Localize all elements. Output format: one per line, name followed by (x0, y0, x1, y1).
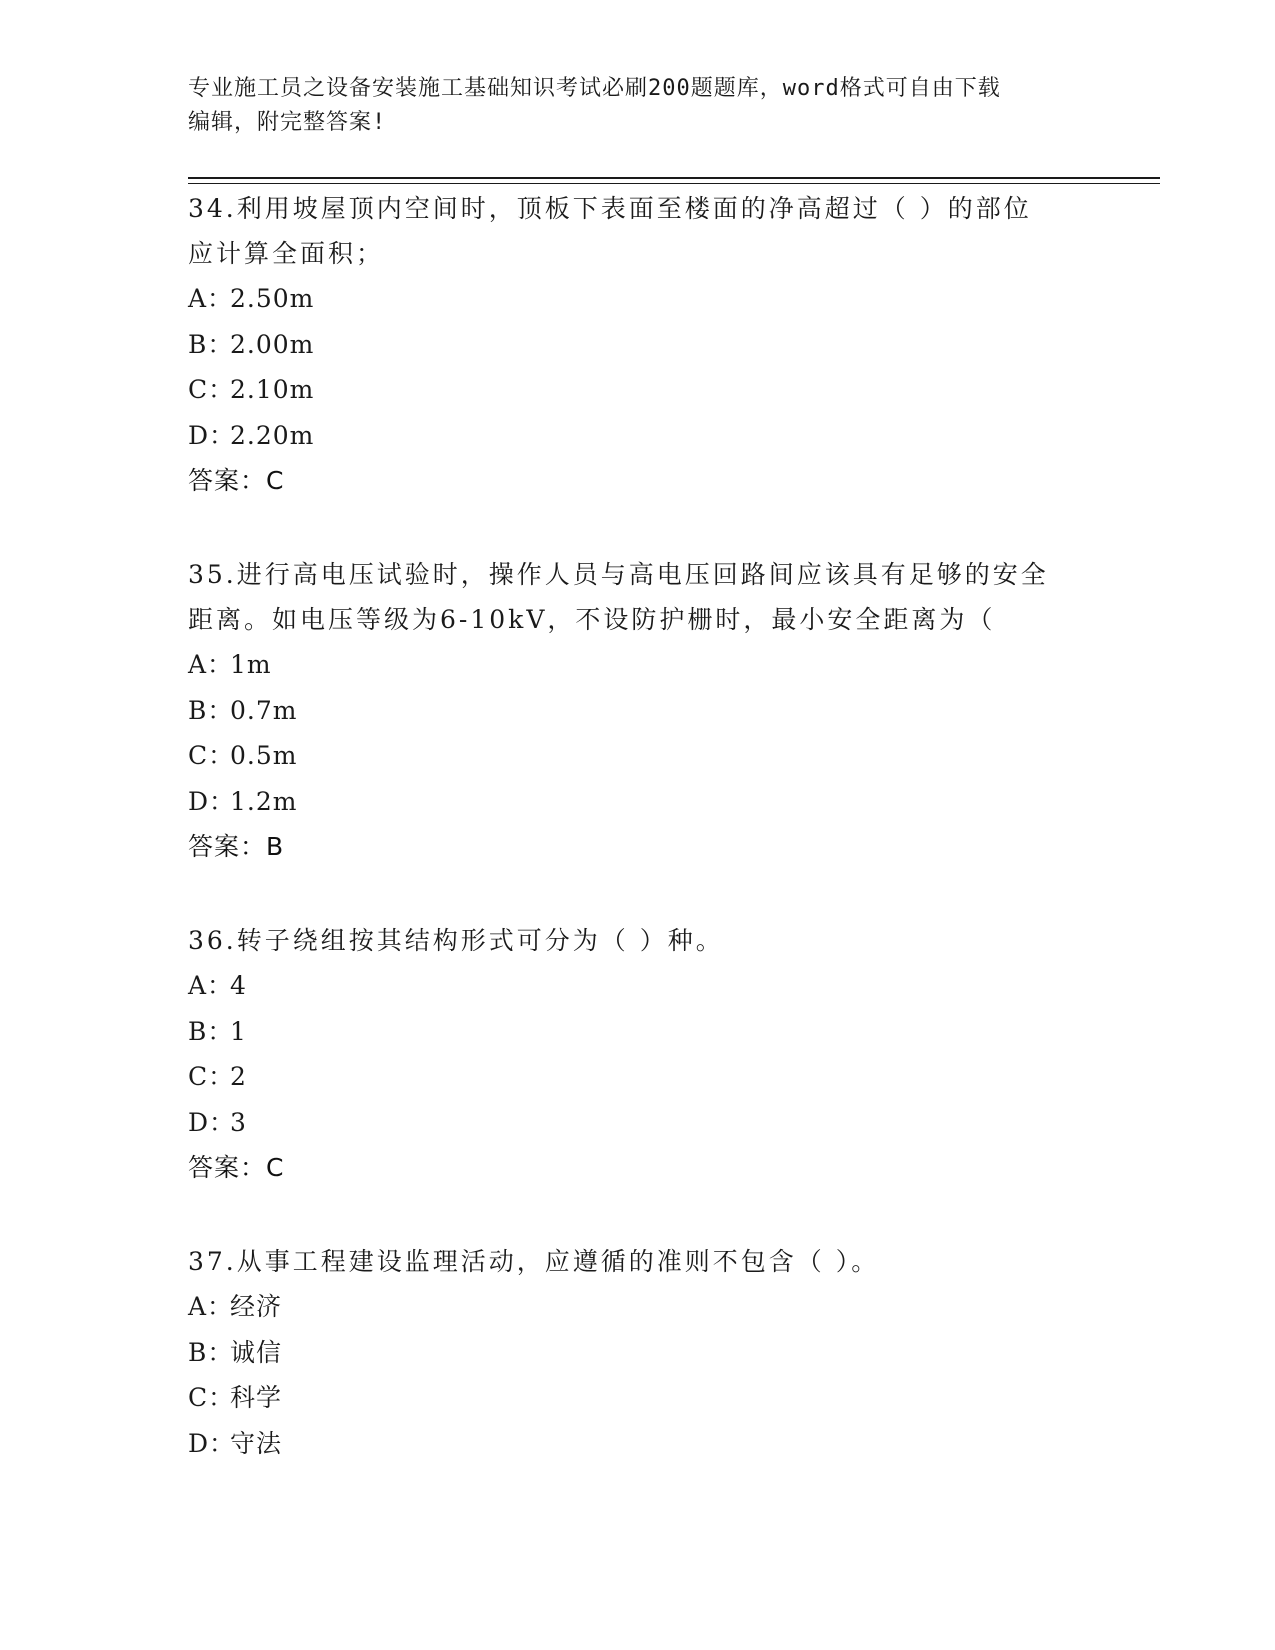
option-a (188, 963, 1088, 1009)
option-a (188, 276, 1088, 322)
question-35 (188, 552, 1088, 869)
option-b (188, 1009, 1088, 1055)
option-key: B： (188, 329, 234, 359)
option-c (188, 1375, 1088, 1421)
option-text: 守法 (230, 1428, 283, 1458)
option-key: A： (188, 650, 234, 679)
option-d (188, 413, 1088, 459)
option-key: B： (188, 695, 234, 725)
option-key: A： (188, 284, 234, 313)
option-b (188, 688, 1088, 734)
option-text: 经济 (230, 1292, 283, 1321)
option-a (188, 642, 1088, 688)
option-b (188, 322, 1088, 368)
question-stem-line-2: 距离。如电压等级为6-10kV，不设防护栅时，最小安全距离为（ (188, 605, 996, 634)
option-text: 0.5m (230, 741, 298, 770)
question-stem-line-1: 34.利用坡屋顶内空间时，顶板下表面至楼面的净高超过（ ）的部位 (188, 194, 1032, 223)
option-key: C： (188, 1062, 235, 1091)
question-37 (188, 1239, 1088, 1466)
answer-line: 答案：C (188, 1153, 285, 1182)
option-c (188, 1054, 1088, 1100)
option-text: 2.00m (230, 329, 315, 359)
header-divider-thin (188, 183, 1160, 184)
option-text: 2.10m (230, 375, 315, 404)
option-c (188, 733, 1088, 779)
option-key: D： (188, 1428, 236, 1458)
option-text: 科学 (230, 1383, 283, 1412)
option-a (188, 1284, 1088, 1330)
option-text: 1 (230, 1016, 247, 1046)
option-key: C： (188, 375, 235, 404)
option-key: A： (188, 1292, 234, 1321)
document-header (188, 72, 1068, 140)
question-stem-line-2: 应计算全面积； (188, 239, 385, 268)
option-text: 0.7m (230, 695, 298, 725)
answer-line: 答案：B (188, 832, 285, 861)
option-text: 诚信 (230, 1337, 283, 1367)
option-key: C： (188, 1383, 235, 1412)
question-36 (188, 918, 1088, 1190)
option-key: C： (188, 741, 235, 770)
option-key: B： (188, 1016, 234, 1046)
option-text: 2.50m (230, 284, 315, 313)
option-text: 1m (230, 650, 272, 679)
option-text: 4 (230, 971, 247, 1000)
question-34 (188, 186, 1088, 503)
header-divider-thick (188, 177, 1160, 179)
option-text: 2 (230, 1062, 247, 1091)
option-d (188, 1421, 1088, 1467)
option-text: 2.20m (230, 420, 315, 450)
question-stem-line-1: 35.进行高电压试验时，操作人员与高电压回路间应该具有足够的安全 (188, 560, 1049, 589)
option-text: 3 (230, 1107, 247, 1137)
question-stem-line-1: 37.从事工程建设监理活动，应遵循的准则不包含（ ）。 (188, 1247, 880, 1276)
option-d (188, 1100, 1088, 1146)
option-key: D： (188, 1107, 236, 1137)
option-b (188, 1330, 1088, 1376)
option-c (188, 367, 1088, 413)
option-key: A： (188, 971, 234, 1000)
option-text: 1.2m (230, 786, 298, 816)
question-stem-line-1: 36.转子绕组按其结构形式可分为（ ）种。 (188, 926, 724, 955)
option-key: D： (188, 786, 236, 816)
header-title-line-2: 编辑，附完整答案! (188, 110, 387, 135)
answer-line: 答案：C (188, 466, 285, 495)
option-key: D： (188, 420, 236, 450)
option-d (188, 779, 1088, 825)
header-title-line-1: 专业施工员之设备安装施工基础知识考试必刷200题题库，word格式可自由下载 (188, 76, 1001, 101)
option-key: B： (188, 1337, 234, 1367)
